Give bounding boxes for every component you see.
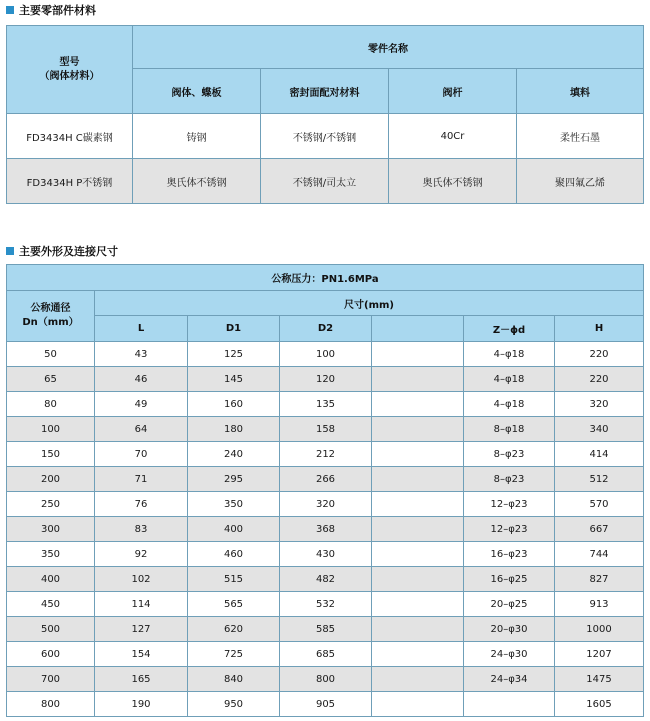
column-header: L xyxy=(95,316,188,342)
table-cell xyxy=(372,692,464,717)
table-cell: 165 xyxy=(95,667,188,692)
section-title-materials xyxy=(6,2,96,18)
table-cell: 430 xyxy=(280,542,372,567)
table-cell: 913 xyxy=(555,592,644,617)
materials-table xyxy=(6,25,644,204)
table-cell: 100 xyxy=(280,342,372,367)
model-cell: FD3434H P不锈钢 xyxy=(7,159,133,204)
table-cell xyxy=(372,642,464,667)
table-cell: 744 xyxy=(555,542,644,567)
dn-header xyxy=(7,291,95,342)
table-cell: 76 xyxy=(95,492,188,517)
table-cell: 24–φ34 xyxy=(464,667,555,692)
dn-header-line1: 公称通径 xyxy=(30,303,71,314)
dn-cell: 700 xyxy=(7,667,95,692)
table-cell: 800 xyxy=(280,667,372,692)
table-cell: 340 xyxy=(555,417,644,442)
table-cell: 不锈钢/不锈钢 xyxy=(261,114,389,159)
table-row xyxy=(7,517,644,542)
section-marker-icon xyxy=(6,247,14,255)
table-row xyxy=(7,342,644,367)
dn-header-line2: Dn（mm） xyxy=(22,317,79,328)
column-header: Z－ϕd xyxy=(464,316,555,342)
table-cell: 368 xyxy=(280,517,372,542)
column-header: 阀杆 xyxy=(389,69,517,114)
table-row xyxy=(7,159,644,204)
table-cell: 685 xyxy=(280,642,372,667)
column-header: 填料 xyxy=(517,69,644,114)
table-cell: 158 xyxy=(280,417,372,442)
table-cell: 212 xyxy=(280,442,372,467)
table-cell xyxy=(372,567,464,592)
table-cell: 16–φ25 xyxy=(464,567,555,592)
table-cell xyxy=(372,592,464,617)
table-cell: 460 xyxy=(188,542,280,567)
dn-cell: 350 xyxy=(7,542,95,567)
table-cell: 320 xyxy=(280,492,372,517)
table-row xyxy=(7,617,644,642)
table-cell: 46 xyxy=(95,367,188,392)
table-cell: 114 xyxy=(95,592,188,617)
table-cell: 83 xyxy=(95,517,188,542)
table-cell: 266 xyxy=(280,467,372,492)
table-cell: 92 xyxy=(95,542,188,567)
table-cell: 180 xyxy=(188,417,280,442)
dn-cell: 800 xyxy=(7,692,95,717)
table-cell xyxy=(372,417,464,442)
table-cell: 4–φ18 xyxy=(464,367,555,392)
table-cell: 950 xyxy=(188,692,280,717)
table-cell: 512 xyxy=(555,467,644,492)
table-cell: 4–φ18 xyxy=(464,342,555,367)
table-row xyxy=(7,492,644,517)
table-cell: 570 xyxy=(555,492,644,517)
column-header xyxy=(372,316,464,342)
table-cell: 16–φ23 xyxy=(464,542,555,567)
model-cell: FD3434H C碳素钢 xyxy=(7,114,133,159)
table-row xyxy=(7,567,644,592)
table-cell xyxy=(372,492,464,517)
table-cell xyxy=(372,467,464,492)
table-cell: 8–φ18 xyxy=(464,417,555,442)
table-cell xyxy=(372,342,464,367)
table-cell: 515 xyxy=(188,567,280,592)
dn-cell: 50 xyxy=(7,342,95,367)
table-cell: 827 xyxy=(555,567,644,592)
table-cell xyxy=(372,617,464,642)
model-header-line1: 型号 xyxy=(59,56,80,68)
table-cell: 154 xyxy=(95,642,188,667)
table-cell xyxy=(372,367,464,392)
parts-header: 零件名称 xyxy=(133,26,644,69)
table-cell: 聚四氟乙烯 xyxy=(517,159,644,204)
dn-cell: 500 xyxy=(7,617,95,642)
table-cell: 220 xyxy=(555,367,644,392)
column-header: D1 xyxy=(188,316,280,342)
table-cell: 350 xyxy=(188,492,280,517)
dn-cell: 450 xyxy=(7,592,95,617)
table-row xyxy=(7,592,644,617)
table-cell: 43 xyxy=(95,342,188,367)
table-row xyxy=(7,114,644,159)
table-cell: 12–φ23 xyxy=(464,492,555,517)
table-cell: 482 xyxy=(280,567,372,592)
column-header: 密封面配对材料 xyxy=(261,69,389,114)
table-cell: 400 xyxy=(188,517,280,542)
table-cell: 40Cr xyxy=(389,114,517,159)
table-cell: 不锈钢/司太立 xyxy=(261,159,389,204)
dimensions-table xyxy=(6,264,644,717)
table-row xyxy=(7,417,644,442)
table-cell: 220 xyxy=(555,342,644,367)
table-cell: 414 xyxy=(555,442,644,467)
dn-cell: 600 xyxy=(7,642,95,667)
table-row xyxy=(7,442,644,467)
table-cell: 20–φ25 xyxy=(464,592,555,617)
dn-cell: 400 xyxy=(7,567,95,592)
dn-cell: 300 xyxy=(7,517,95,542)
table-cell: 120 xyxy=(280,367,372,392)
table-cell: 4–φ18 xyxy=(464,392,555,417)
table-row xyxy=(7,467,644,492)
section-title-dimensions xyxy=(6,243,118,259)
table-cell: 190 xyxy=(95,692,188,717)
table-cell: 725 xyxy=(188,642,280,667)
table-cell: 铸钢 xyxy=(133,114,261,159)
dn-cell: 150 xyxy=(7,442,95,467)
column-header: 阀体、蝶板 xyxy=(133,69,261,114)
table-cell xyxy=(372,517,464,542)
table-row xyxy=(7,542,644,567)
table-cell: 127 xyxy=(95,617,188,642)
dn-cell: 200 xyxy=(7,467,95,492)
section-marker-icon xyxy=(6,6,14,14)
table-row xyxy=(7,392,644,417)
table-cell: 620 xyxy=(188,617,280,642)
model-header xyxy=(7,26,133,114)
table-cell: 160 xyxy=(188,392,280,417)
column-header: D2 xyxy=(280,316,372,342)
model-header-line2: （阀体材料） xyxy=(39,70,100,82)
size-header: 尺寸(mm) xyxy=(95,291,644,316)
pressure-header: 公称压力：PN1.6MPa xyxy=(7,265,644,291)
table-cell: 奥氏体不锈钢 xyxy=(133,159,261,204)
column-header: H xyxy=(555,316,644,342)
table-cell xyxy=(372,392,464,417)
dn-cell: 65 xyxy=(7,367,95,392)
table-cell: 1000 xyxy=(555,617,644,642)
table-cell: 柔性石墨 xyxy=(517,114,644,159)
table-cell: 532 xyxy=(280,592,372,617)
dn-cell: 80 xyxy=(7,392,95,417)
table-cell: 667 xyxy=(555,517,644,542)
table-cell: 1475 xyxy=(555,667,644,692)
table-cell xyxy=(372,542,464,567)
table-cell: 24–φ30 xyxy=(464,642,555,667)
table-cell: 565 xyxy=(188,592,280,617)
table-cell: 320 xyxy=(555,392,644,417)
table-cell: 8–φ23 xyxy=(464,442,555,467)
table-cell: 905 xyxy=(280,692,372,717)
table-cell: 70 xyxy=(95,442,188,467)
table-cell: 64 xyxy=(95,417,188,442)
table-cell: 585 xyxy=(280,617,372,642)
table-row xyxy=(7,367,644,392)
table-row xyxy=(7,667,644,692)
table-cell: 1207 xyxy=(555,642,644,667)
table-cell: 71 xyxy=(95,467,188,492)
table-cell: 102 xyxy=(95,567,188,592)
table-row xyxy=(7,642,644,667)
table-cell: 8–φ23 xyxy=(464,467,555,492)
table-cell xyxy=(464,692,555,717)
table-cell: 12–φ23 xyxy=(464,517,555,542)
table-cell xyxy=(372,442,464,467)
table-cell xyxy=(372,667,464,692)
table-cell: 49 xyxy=(95,392,188,417)
section-title-text: 主要外形及连接尺寸 xyxy=(19,245,118,258)
dn-cell: 100 xyxy=(7,417,95,442)
table-cell: 奥氏体不锈钢 xyxy=(389,159,517,204)
table-cell: 145 xyxy=(188,367,280,392)
section-title-text: 主要零部件材料 xyxy=(19,4,96,17)
table-cell: 295 xyxy=(188,467,280,492)
table-cell: 1605 xyxy=(555,692,644,717)
table-cell: 840 xyxy=(188,667,280,692)
table-cell: 20–φ30 xyxy=(464,617,555,642)
dn-cell: 250 xyxy=(7,492,95,517)
table-row xyxy=(7,692,644,717)
table-cell: 135 xyxy=(280,392,372,417)
table-cell: 240 xyxy=(188,442,280,467)
table-cell: 125 xyxy=(188,342,280,367)
